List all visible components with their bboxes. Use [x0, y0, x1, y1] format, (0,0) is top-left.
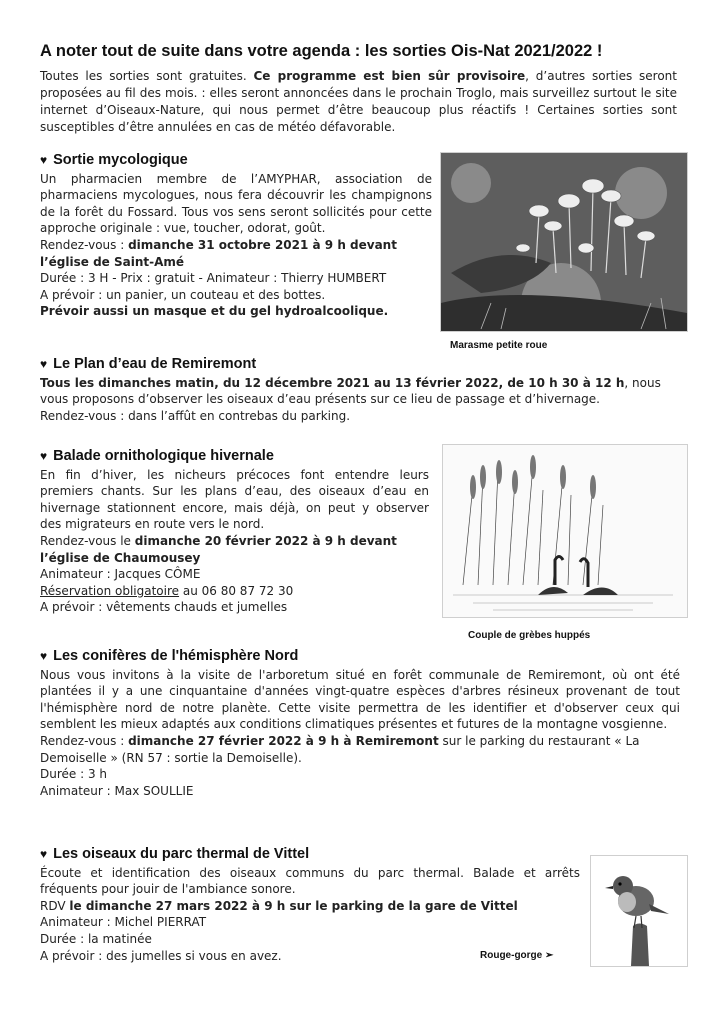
section-mycologique: [40, 152, 432, 320]
prevoir: A prévoir : un panier, un couteau et des bottes.: [40, 287, 326, 302]
duree: Durée : la matinée: [40, 931, 152, 946]
page-title: A noter tout de suite dans votre agenda : les sorties Ois-Nat 2021/2022 !: [40, 42, 603, 60]
mushroom-illustration: [440, 152, 688, 332]
prevoir: A prévoir : vêtements chauds et jumelles: [40, 600, 288, 615]
section-heading: ♥ Balade ornithologique hivernale: [40, 448, 274, 464]
section-heading: ♥ Les conifères de l'hémisphère Nord: [40, 648, 299, 664]
reservation: Réservation obligatoire au 06 80 87 72 30: [40, 583, 294, 598]
intro-text-2: , d’autres sorties seront proposées au fil des mois. : elles seront annoncées dans le prochain Troglo, mais surveillez surtout le site internet d’Oiseaux-Nature, qui nous permet d’être beaucoup plus réactifs ! Certaines sorties sont susceptibles d’être annulées en cas de météo défavorable.: [40, 69, 677, 134]
rendezvous: Rendez-vous le dimanche 20 février 2022 à 9 h devant l’église de Chaumousey: [40, 533, 397, 565]
section-desc: Nous vous invitons à la visite de l'arboretum situé en forêt communale de Remiremont, où ont été plantées il y a une cinquantaine d'années vingt-quatre espèces d'arbres résineux provenant de tout l'hémisphère nord de notre planète. Cette visite permettra de les identifier et d'observer ceux qui semblent les mieux adaptés aux conditions climatiques présentes et futures de la montagne vosgienne.: [40, 667, 680, 732]
grebes-illustration: [442, 444, 688, 618]
animateur: Animateur : Michel PIERRAT: [40, 915, 207, 930]
section-balade-hivernale: [40, 448, 429, 616]
rendezvous: Rendez-vous : dimanche 27 février 2022 à 9 h à Remiremont sur le parking du restaurant « La Demoiselle » (RN 57 : sortie la Demoiselle).: [40, 733, 640, 765]
section-heading: ♥ Le Plan d’eau de Remiremont: [40, 356, 257, 372]
section-heading: ♥ Sortie mycologique: [40, 152, 188, 168]
heart-icon: ♥: [40, 357, 48, 371]
rendezvous: RDV le dimanche 27 mars 2022 à 9 h sur le parking de la gare de Vittel: [40, 898, 518, 913]
animateur: Animateur : Max SOULLIE: [40, 783, 194, 798]
heart-icon: ♥: [40, 153, 48, 167]
caption-grebes: Couple de grèbes huppés: [468, 630, 591, 641]
section-desc: Un pharmacien membre de l’AMYPHAR, association de pharmaciens mycologues, nous fera découvrir les champignons de la forêt du Fossard. Tous vos sens seront sollicités pour cette approche originale : vue, toucher, odorat, goût.: [40, 171, 432, 236]
duree: Durée : 3 h: [40, 767, 108, 782]
section-vittel: [40, 846, 580, 964]
heart-icon: ♥: [40, 847, 48, 861]
masque-note: Prévoir aussi un masque et du gel hydroalcoolique.: [40, 304, 389, 319]
section-desc: Tous les dimanches matin, du 12 décembre 2021 au 13 février 2022, de 10 h 30 à 12 h, nous vous proposons d’observer les oiseaux d’eau présents sur ce lieu de passage et d’hivernage.: [40, 375, 661, 407]
rendezvous: Rendez-vous : dimanche 31 octobre 2021 à 9 h devant l’église de Saint-Amé: [40, 237, 397, 269]
section-coniferes: [40, 648, 680, 799]
animateur: Animateur : Jacques CÔME: [40, 567, 201, 582]
section-plan-deau: [40, 356, 680, 424]
robin-illustration: [590, 855, 688, 967]
intro-bold: Ce programme est bien sûr provisoire: [253, 69, 526, 83]
section-heading: ♥ Les oiseaux du parc thermal de Vittel: [40, 846, 310, 862]
prevoir: A prévoir : des jumelles si vous en avez.: [40, 948, 282, 963]
intro-paragraph: [40, 68, 677, 136]
section-desc: En fin d’hiver, les nicheurs précoces font entendre leurs premiers chants. Sur les plans d’eau, des oiseaux d’eau en hivernage stationnent encore, mais déjà, on peut y observer des migrateurs en route vers le nord.: [40, 467, 429, 532]
section-desc: Écoute et identification des oiseaux communs du parc thermal. Balade et arrêts fréquents pour jouir de l'ambiance sonore.: [40, 865, 580, 897]
rendezvous: Rendez-vous : dans l’affût en contrebas du parking.: [40, 408, 351, 423]
intro-text-1: Toutes les sorties sont gratuites.: [40, 69, 254, 83]
duree: Durée : 3 H - Prix : gratuit - Animateur : Thierry HUMBERT: [40, 271, 387, 286]
caption-rouge-gorge: Rouge-gorge ➢: [480, 950, 554, 961]
heart-icon: ♥: [40, 649, 48, 663]
caption-marasme: Marasme petite roue: [450, 340, 548, 351]
heart-icon: ♥: [40, 449, 48, 463]
